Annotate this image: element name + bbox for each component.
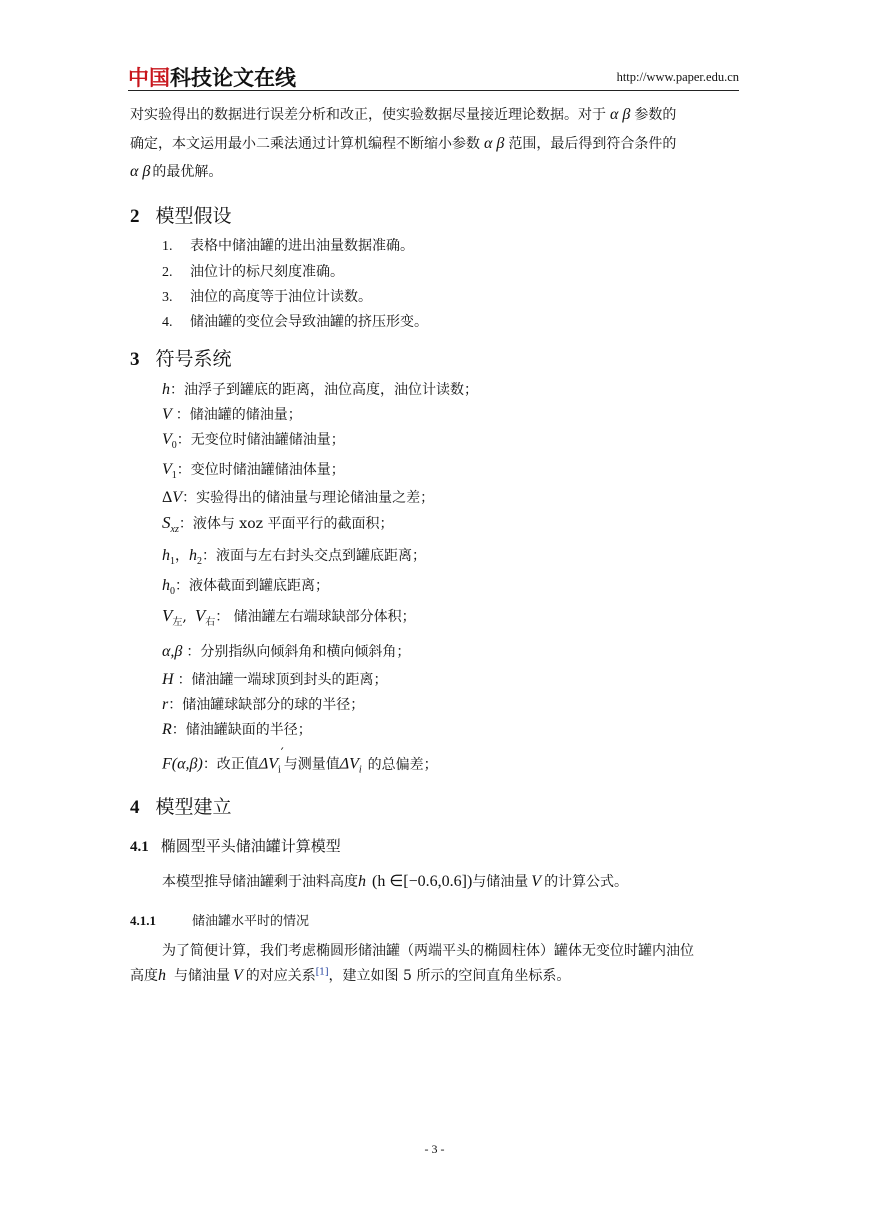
symbol-desc: ：改正值 [202,756,259,773]
subsection-heading [130,835,341,856]
subsubsection-title: 储油罐水平时的情况 [192,914,310,929]
symbol-desc: ：储油罐缺面的半径； [171,722,312,738]
subsubsection-number: 4.1.1 [130,913,156,928]
subsection-number: 4.1 [130,839,149,855]
separator: ， [175,548,189,564]
symbol-entry [162,404,302,424]
intro-text: 范围，最后得到符合条件的 [508,136,677,152]
list-item [162,286,372,306]
math-symbol: V [162,406,172,423]
separator: , [182,609,187,625]
body-text: 本模型推导储油罐剩于油料高度 [162,874,358,890]
math-subscript: 0 [171,439,177,451]
alpha-beta-symbol: α β [610,106,631,123]
math-subscript: 右 [205,616,216,628]
body-text: 与储油量 [472,874,529,890]
body-paragraph [162,871,628,891]
list-number: 1. [162,239,173,254]
list-item [162,311,428,331]
math-symbol: α,β [162,643,183,660]
page-number: - 3 - [424,1142,445,1156]
symbol-entry [162,513,393,535]
math-subscript: 左 [172,616,183,628]
symbol-entry [162,487,434,507]
symbol-entry [162,746,438,776]
math-symbol: V [162,606,173,625]
symbol-desc: ：变位时储油罐储油体量； [176,462,345,478]
site-logo[interactable] [128,62,296,92]
section-heading [130,201,232,228]
page-header [128,58,739,91]
logo-text-black: 科技论文在线 [170,66,296,90]
math-symbol: V [531,873,542,890]
symbol-desc: ：储油罐的储油量； [175,407,302,423]
body-text: 的对应关系 [245,968,316,984]
section-number: 3 [130,349,140,370]
math-symbol: ΔV [339,755,359,773]
symbol-desc: ：液体与 xoz 平面平行的截面积； [178,516,394,532]
list-number: 2. [162,265,173,280]
intro-text: 确定，本文运用最小二乘法通过计算机编程不断缩小参数 [130,136,480,152]
symbol-desc: ： 储油罐左右端球缺部分体积； [215,609,416,625]
math-subscript: i [358,764,362,776]
body-text: 高度 [130,968,158,984]
body-text: 与储油量 [174,968,230,984]
citation-link[interactable]: [1] [315,967,329,978]
symbol-desc: 的总偏差； [367,756,438,773]
symbol-desc: ：储油罐球缺部分的球的半径； [168,697,365,713]
math-symbol: h [189,547,197,564]
subsubsection-heading [130,910,309,929]
body-text: ，建立如图 5 所示的空间直角坐标系。 [328,968,571,984]
math-subscript: 0 [170,585,175,597]
symbol-entry [162,694,364,714]
logo-text-red: 中国 [128,66,170,90]
symbol-entry [162,641,410,661]
list-text: 油位计的标尺刻度准确。 [190,264,344,280]
section-title: 模型建立 [155,796,232,818]
symbol-entry [162,545,426,567]
section-heading [130,792,232,819]
symbol-desc: ：分别指纵向倾斜角和横向倾斜角； [186,644,411,660]
prime-mark: ′ [280,746,284,761]
header-url[interactable]: http://www.paper.edu.cn [616,70,739,84]
body-paragraph-line-2 [130,965,570,985]
math-symbol: R [162,721,172,738]
intro-text: 对实验得出的数据进行误差分析和改正，使实验数据尽量接近理论数据。对于 [130,107,606,123]
math-symbol: h [158,967,166,984]
intro-line-3 [130,161,222,181]
math-symbol: V [194,606,206,625]
symbol-entry [162,459,345,481]
subsection-title: 椭圆型平头储油罐计算模型 [160,837,341,855]
math-symbol: S [162,513,171,532]
section-number: 4 [130,797,140,818]
math-symbol: V [162,461,172,478]
section-number: 2 [130,206,140,227]
delta-symbol: Δ [162,489,173,506]
math-symbol: V [172,489,183,506]
symbol-desc: ：储油罐一端球顶到封头的距离； [177,672,388,688]
alpha-beta-symbol: α β [130,163,151,180]
symbol-desc: ：液面与左右封头交点到罐底距离； [202,548,426,564]
math-subscript: i [277,764,281,776]
list-text: 油位的高度等于油位计读数。 [190,289,372,305]
math-symbol: h [162,381,170,398]
math-args: (α,β) [171,755,203,773]
math-subscript: 1 [170,555,175,567]
body-text: 为了简便计算，我们考虑椭圆形储油罐（两端平头的椭圆柱体）罐体无变位时罐内油位 [162,943,694,959]
symbol-desc: ：液体截面到罐底距离； [175,578,329,594]
intro-text: 的最优解。 [152,164,223,180]
symbol-desc: ：油浮子到罐底的距离，油位高度，油位计读数； [170,382,478,398]
intro-text: 参数的 [634,107,677,123]
symbol-desc: 与测量值 [283,756,340,773]
symbol-entry [162,719,312,739]
symbol-desc: ：无变位时储油罐储油量； [176,432,345,448]
intro-line-1 [130,104,676,124]
list-item [162,235,414,255]
math-symbol: F [162,755,172,773]
math-subscript: 1 [171,469,177,481]
math-symbol: h [358,873,366,890]
symbol-entry [162,669,388,689]
symbol-desc: ：实验得出的储油量与理论储油量之差； [182,490,435,506]
body-paragraph-line-1 [162,940,694,960]
list-number: 3. [162,290,173,305]
symbol-entry [162,606,416,628]
math-subscript: xz [170,523,179,535]
math-symbol: H [162,671,174,688]
list-number: 4. [162,315,173,330]
math-symbol: h [162,577,170,594]
math-symbol: V [233,967,243,984]
alpha-beta-symbol: α β [484,135,505,152]
intro-line-2 [130,133,676,153]
section-title: 模型假设 [155,205,232,227]
math-symbol: r [162,696,169,713]
math-symbol: V [162,431,172,448]
symbol-entry [162,575,329,597]
math-symbol: ΔV [258,755,278,773]
math-symbol: h [162,547,170,564]
list-text: 储油罐的变位会导致油罐的挤压形变。 [190,314,428,330]
math-subscript: 2 [197,555,202,567]
symbol-entry [162,429,345,451]
section-heading [130,344,232,371]
body-text: 的计算公式。 [544,874,629,890]
math-range: (h ∈[−0.6,0.6]) [372,873,473,890]
list-text: 表格中储油罐的进出油量数据准确。 [190,238,414,254]
list-item [162,261,344,281]
symbol-entry [162,379,478,399]
section-title: 符号系统 [155,348,232,370]
